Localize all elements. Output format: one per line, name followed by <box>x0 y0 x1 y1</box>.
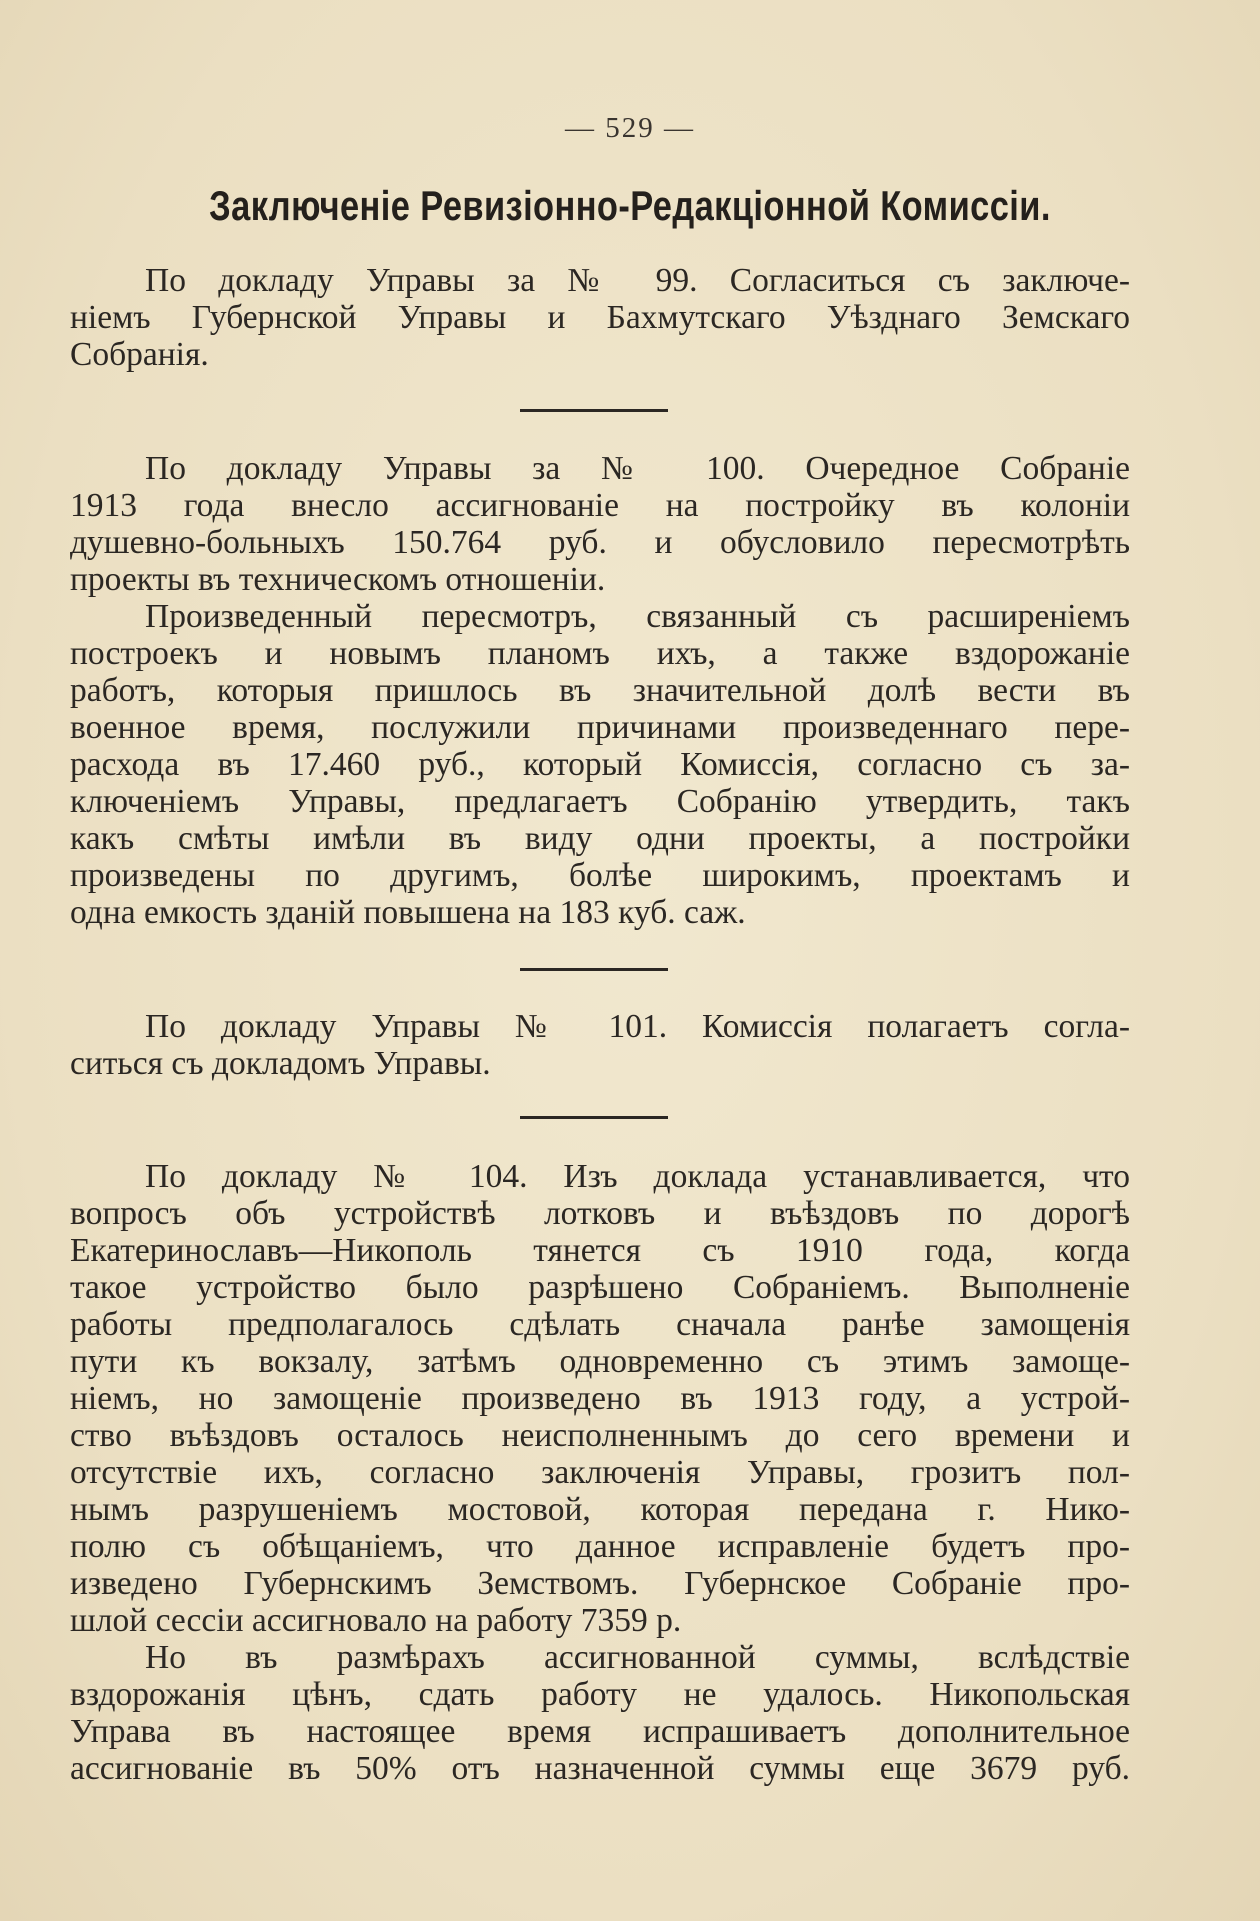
text-line: По докладу Управы за № 99. Согласиться съ заключе- <box>145 262 1130 299</box>
text-line: одна емкость зданій повышена на 183 куб. саж. <box>70 894 746 931</box>
section-heading: Заключеніе Ревизіонно-Редакціонной Комиссіи. <box>209 182 1051 229</box>
text-line: душевно-больныхъ 150.764 руб. и обусловило пересмотрѣть <box>70 524 1130 561</box>
text-line: Управа въ настоящее время испрашиваетъ дополнительное <box>70 1713 1130 1750</box>
text-line: ключеніемъ Управы, предлагаетъ Собранію утвердить, такъ <box>70 783 1130 820</box>
paragraph-report-104 <box>70 1158 1130 1787</box>
text-line: 1913 года внесло ассигнованіе на постройку въ колоніи <box>70 487 1130 524</box>
text-line: военное время, послужили причинами произведеннаго пере- <box>70 709 1130 746</box>
text-line: По докладу Управы за № 100. Очередное Собраніе <box>145 450 1130 487</box>
text-line: Собранія. <box>70 336 209 373</box>
separator-rule <box>520 409 668 412</box>
text-line: вопросъ объ устройствѣ лотковъ и въѣздовъ по дорогѣ <box>70 1195 1130 1232</box>
separator-rule <box>520 1116 668 1119</box>
text-line: построекъ и новымъ планомъ ихъ, а также вздорожаніе <box>70 635 1130 672</box>
text-line: произведены по другимъ, болѣе широкимъ, проектамъ и <box>70 857 1130 894</box>
paragraph-report-100 <box>70 450 1130 931</box>
text-line: полю съ обѣщаніемъ, что данное исправленіе будетъ про- <box>70 1528 1130 1565</box>
text-line: ніемъ, но замощеніе произведено въ 1913 году, а устрой- <box>70 1380 1130 1417</box>
text-line: проекты въ техническомъ отношеніи. <box>70 561 606 598</box>
text-line: какъ смѣты имѣли въ виду одни проекты, а постройки <box>70 820 1130 857</box>
text-line: такое устройство было разрѣшено Собраніемъ. Выполненіе <box>70 1269 1130 1306</box>
text-line: По докладу № 104. Изъ доклада устанавливается, что <box>145 1158 1130 1195</box>
text-line: работы предполагалось сдѣлать сначала ранѣе замощенія <box>70 1306 1130 1343</box>
text-line: Произведенный пересмотръ, связанный съ расширеніемъ <box>145 598 1130 635</box>
text-line: ситься съ докладомъ Управы. <box>70 1045 491 1082</box>
text-line: изведено Губернскимъ Земствомъ. Губернское Собраніе про- <box>70 1565 1130 1602</box>
text-line: ство въѣздовъ осталось неисполненнымъ до сего времени и <box>70 1417 1130 1454</box>
page-number: — 529 — <box>565 112 695 144</box>
text-line: вздорожанія цѣнъ, сдать работу не удалось. Никопольская <box>70 1676 1130 1713</box>
text-line: расхода въ 17.460 руб., который Комиссія, согласно съ за- <box>70 746 1130 783</box>
text-line: По докладу Управы № 101. Комиссія полагаетъ согла- <box>145 1008 1130 1045</box>
text-line: пути къ вокзалу, затѣмъ одновременно съ этимъ замоще- <box>70 1343 1130 1380</box>
text-line: шлой сессіи ассигновало на работу 7359 р. <box>70 1602 682 1639</box>
text-line: отсутствіе ихъ, согласно заключенія Управы, грозитъ пол- <box>70 1454 1130 1491</box>
text-line: ассигнованіе въ 50% отъ назначенной суммы еще 3679 руб. <box>70 1750 1130 1787</box>
text-line: Екатеринославъ—Никополь тянется съ 1910 года, когда <box>70 1232 1130 1269</box>
text-line: работъ, которыя пришлось въ значительной долѣ вести въ <box>70 672 1130 709</box>
text-line: ніемъ Губернской Управы и Бахмутскаго Уѣзднаго Земскаго <box>70 299 1130 336</box>
paragraph-report-101 <box>70 1008 1130 1082</box>
paragraph-report-99 <box>70 262 1130 373</box>
text-line: нымъ разрушеніемъ мостовой, которая передана г. Нико- <box>70 1491 1130 1528</box>
separator-rule <box>520 968 668 971</box>
text-line: Но въ размѣрахъ ассигнованной суммы, вслѣдствіе <box>145 1639 1130 1676</box>
